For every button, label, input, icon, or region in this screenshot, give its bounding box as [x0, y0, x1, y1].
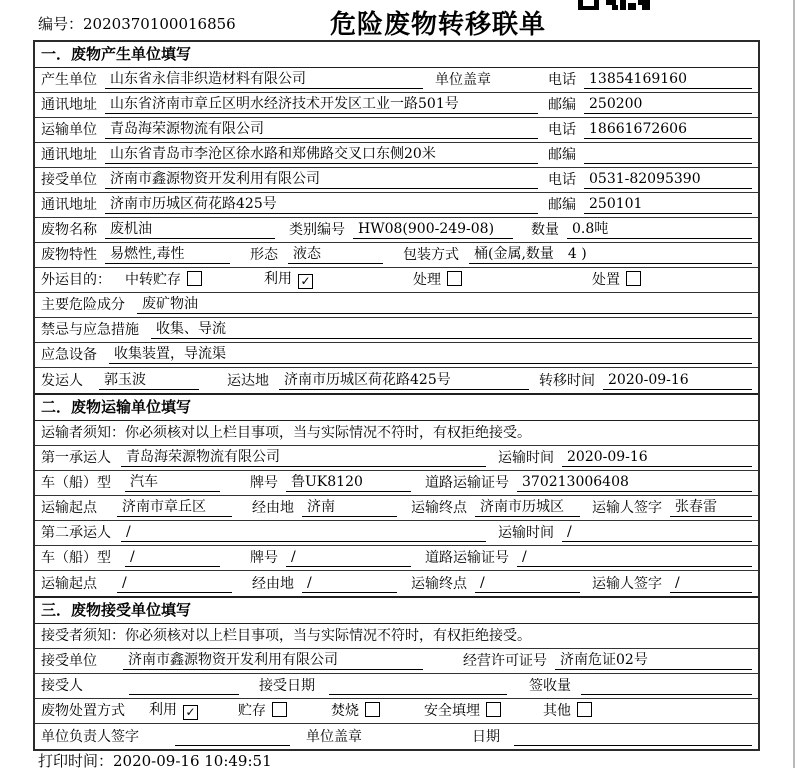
zip-label: 邮编: [548, 147, 576, 163]
hazard-components-field: 废矿物油: [137, 295, 752, 314]
field-label: 产生单位: [41, 72, 97, 88]
waste-name-field: 废机油: [105, 220, 275, 239]
field-label: 外运目的：: [41, 272, 111, 288]
carrier-sign-label: 运输人签字: [592, 576, 662, 592]
field-label: 通讯地址: [41, 197, 97, 213]
row-route-2: [35, 571, 758, 596]
field-label: 车（船）型: [41, 550, 111, 566]
checkbox: [365, 702, 380, 717]
window-edge: [793, 0, 795, 768]
carrier-sign-field-2: /: [670, 574, 752, 593]
section-receive: [35, 596, 758, 749]
field-label: 应急设备: [41, 347, 97, 363]
checkbox-label: 处理: [413, 272, 441, 288]
row-transporter-address: [35, 143, 758, 168]
transfer-time-field: 2020-09-16: [603, 371, 752, 390]
row-hazard-components: [35, 293, 758, 318]
first-carrier-field: 青岛海荣源物流有限公司: [121, 448, 486, 467]
row-producer: [35, 68, 758, 93]
form-label: 形态: [250, 247, 278, 263]
producer-unit-field: 山东省永信非织造材料有限公司: [105, 70, 423, 89]
row-second-carrier: [35, 521, 758, 546]
disposal-option-landfill: [424, 702, 501, 720]
destination-field: 济南市历城区荷花路425号: [279, 371, 529, 390]
section-producer: [35, 42, 758, 393]
row-unit-signature: [35, 724, 758, 749]
carrier-sign-field: 张春雷: [670, 498, 752, 517]
row-disposal-method: [35, 699, 758, 724]
via-field: 济南: [302, 498, 397, 517]
row-receiver-address: [35, 193, 758, 218]
checkbox: [626, 271, 641, 286]
checkbox-mark: ✓: [300, 274, 311, 288]
field-label: 运输单位: [41, 122, 97, 138]
receiver-address-field: 济南市历城区荷花路425号: [105, 195, 538, 214]
accept-date-field: [329, 676, 507, 695]
acceptor-name-field: [129, 676, 239, 695]
checkbox-label: 中转贮存: [125, 272, 181, 288]
waste-form-field: 液态: [288, 245, 383, 264]
waste-property-field: 易燃性,毒性: [105, 245, 230, 264]
row-first-carrier: [35, 446, 758, 471]
row-transfer-purpose: [35, 268, 758, 293]
row-waste-properties: [35, 243, 758, 268]
field-label: 主要危险成分: [41, 297, 125, 313]
checkbox: [183, 705, 198, 720]
transporter-phone-field: 18661672606: [584, 120, 752, 139]
road-cert-label: 道路运输证号: [425, 475, 509, 491]
row-transporter: [35, 118, 758, 143]
transport-time-field: 2020-09-16: [562, 448, 752, 467]
row-receiver: [35, 168, 758, 193]
transporter-zip-field: [584, 145, 752, 164]
field-label: 接受人: [41, 678, 83, 694]
section-3-title: 三．废物接受单位填写: [35, 598, 758, 624]
print-time: 打印时间：2020-09-16 10:49:51: [38, 752, 272, 770]
plate-field-2: /: [286, 548, 411, 567]
manifest-form: [33, 40, 760, 751]
row-transport-notice: [35, 421, 758, 446]
field-label: 车（船）型: [41, 475, 111, 491]
route-start-field: 济南市章丘区: [117, 498, 232, 517]
checkbox-mark: ✓: [185, 705, 196, 719]
plate-field: 鲁UK8120: [286, 473, 411, 492]
qr-code-icon: [578, 0, 652, 10]
phone-label: 电话: [548, 72, 576, 88]
row-emergency-equipment: [35, 343, 758, 368]
field-label: 禁忌与应急措施: [41, 322, 139, 338]
date-label: 日期: [472, 729, 500, 745]
zip-label: 邮编: [548, 197, 576, 213]
producer-phone-field: 13854169160: [584, 70, 752, 89]
transporter-unit-field: 青岛海荣源物流有限公司: [105, 120, 538, 139]
page-title: 危险废物转移联单: [329, 9, 546, 39]
received-qty-field: [581, 676, 752, 695]
field-label: 通讯地址: [41, 147, 97, 163]
category-label: 类别编号: [289, 222, 345, 238]
checkbox-label: 安全填埋: [424, 703, 480, 719]
field-label: 发运人: [41, 373, 83, 389]
route-end-field: 济南市历城区: [475, 498, 580, 517]
waste-category-field: HW08(900-249-08): [353, 220, 513, 239]
received-qty-label: 签收量: [529, 678, 571, 694]
vehicle-type-field-2: /: [125, 548, 220, 567]
checkbox-label: 利用: [264, 271, 292, 287]
field-label: 废物名称: [41, 222, 97, 238]
checkbox-label: 其他: [543, 703, 571, 719]
transfer-time-label: 转移时间: [539, 373, 595, 389]
row-receive-notice: [35, 624, 758, 649]
disposal-option-incinerate: [331, 702, 380, 720]
field-label: 第二承运人: [41, 525, 111, 541]
field-label: 通讯地址: [41, 97, 97, 113]
field-label: 接受单位: [41, 653, 97, 669]
vehicle-type-field: 汽车: [125, 473, 220, 492]
row-vehicle-2: [35, 546, 758, 571]
transporter-address-field: 山东省青岛市李沧区徐水路和郑佛路交叉口东侧20米: [105, 145, 538, 164]
checkbox: [486, 702, 501, 717]
receive-unit-field: 济南市鑫源物资开发利用有限公司: [123, 651, 423, 670]
transport-notice: 运输者须知：你必须核对以上栏目事项，当与实际情况不符时，有权拒绝接受。: [41, 425, 531, 441]
section-transport: [35, 393, 758, 596]
checkbox-label: 贮存: [238, 703, 266, 719]
row-receive-unit: [35, 649, 758, 674]
date-field: [514, 727, 752, 746]
plate-label: 牌号: [250, 550, 278, 566]
transport-time-label: 运输时间: [498, 450, 554, 466]
disposal-option-utilize: [149, 701, 198, 720]
accept-date-label: 接受日期: [259, 678, 315, 694]
section-2-title: 二．废物运输单位填写: [35, 395, 758, 421]
checkbox-label: 焚烧: [331, 703, 359, 719]
second-carrier-field: /: [121, 523, 486, 542]
phone-label: 电话: [548, 172, 576, 188]
checkbox: [447, 271, 462, 286]
receiver-unit-field: 济南市鑫源物资开发利用有限公司: [105, 170, 538, 189]
carrier-sign-label: 运输人签字: [592, 500, 662, 516]
packing-label: 包装方式: [403, 247, 459, 263]
packing-field: 桶(金属,数量 4 ): [469, 245, 752, 264]
quantity-label: 数量: [531, 222, 559, 238]
emergency-measures-field: 收集、导流: [151, 320, 752, 339]
license-field: 济南危证02号: [555, 651, 752, 670]
waste-quantity-field: 0.8吨: [567, 220, 752, 239]
checkbox: [272, 702, 287, 717]
checkbox: [577, 702, 592, 717]
field-label: 运输起点: [41, 576, 97, 592]
phone-label: 电话: [548, 122, 576, 138]
route-start-field-2: /: [117, 574, 232, 593]
field-label: 第一承运人: [41, 450, 111, 466]
responsible-sign-field: [175, 727, 290, 746]
checkbox: [298, 274, 313, 289]
section-1-title: 一．废物产生单位填写: [35, 42, 758, 68]
checkbox-label: 利用: [149, 702, 177, 718]
via-field-2: /: [302, 574, 397, 593]
serial-label: 编号：: [38, 15, 84, 33]
serial-value: 2020370100016856: [83, 15, 236, 33]
receiver-phone-field: 0531-82095390: [584, 170, 752, 189]
zip-label: 邮编: [548, 97, 576, 113]
field-label: 接受单位: [41, 172, 97, 188]
road-cert-field: 370213006408: [517, 473, 752, 492]
receiver-zip-field: 250101: [584, 195, 752, 214]
field-label: 废物处置方式: [41, 703, 125, 719]
field-label: 单位负责人签字: [41, 729, 139, 745]
row-route-1: [35, 496, 758, 521]
unit-stamp-label: 单位盖章: [306, 729, 362, 745]
field-label: 运输起点: [41, 500, 97, 516]
stamp-label: 单位盖章: [435, 72, 491, 88]
road-cert-field-2: /: [517, 548, 752, 567]
via-label: 经由地: [252, 500, 294, 516]
via-label: 经由地: [252, 576, 294, 592]
transport-time-field-2: /: [562, 523, 752, 542]
disposal-option-storage: [238, 702, 287, 720]
row-producer-address: [35, 93, 758, 118]
purpose-option-treat: [413, 271, 462, 289]
producer-zip-field: 250200: [584, 95, 752, 114]
shipper-name-field: 郭玉波: [99, 371, 199, 390]
checkbox: [187, 271, 202, 286]
route-end-label: 运输终点: [411, 500, 467, 516]
row-acceptor: [35, 674, 758, 699]
purpose-option-dispose: [592, 271, 641, 289]
row-shipper: [35, 368, 758, 393]
producer-address-field: 山东省济南市章丘区明水经济技术开发区工业一路501号: [105, 95, 538, 114]
disposal-option-other: [543, 702, 592, 720]
transport-time-label: 运输时间: [498, 525, 554, 541]
row-waste-name: [35, 218, 758, 243]
field-label: 废物特性: [41, 247, 97, 263]
license-label: 经营许可证号: [463, 653, 547, 669]
receive-notice: 接受者须知：你必须核对以上栏目事项，当与实际情况不符时，有权拒绝接受。: [41, 628, 531, 644]
row-vehicle-1: [35, 471, 758, 496]
checkbox-label: 处置: [592, 272, 620, 288]
road-cert-label: 道路运输证号: [425, 550, 509, 566]
destination-label: 运达地: [227, 373, 269, 389]
purpose-option-utilize: [264, 270, 313, 289]
purpose-option-storage: [125, 271, 202, 289]
route-end-field-2: /: [475, 574, 580, 593]
route-end-label: 运输终点: [411, 576, 467, 592]
plate-label: 牌号: [250, 475, 278, 491]
row-emergency-measures: [35, 318, 758, 343]
emergency-equipment-field: 收集装置，导流渠: [109, 345, 752, 364]
